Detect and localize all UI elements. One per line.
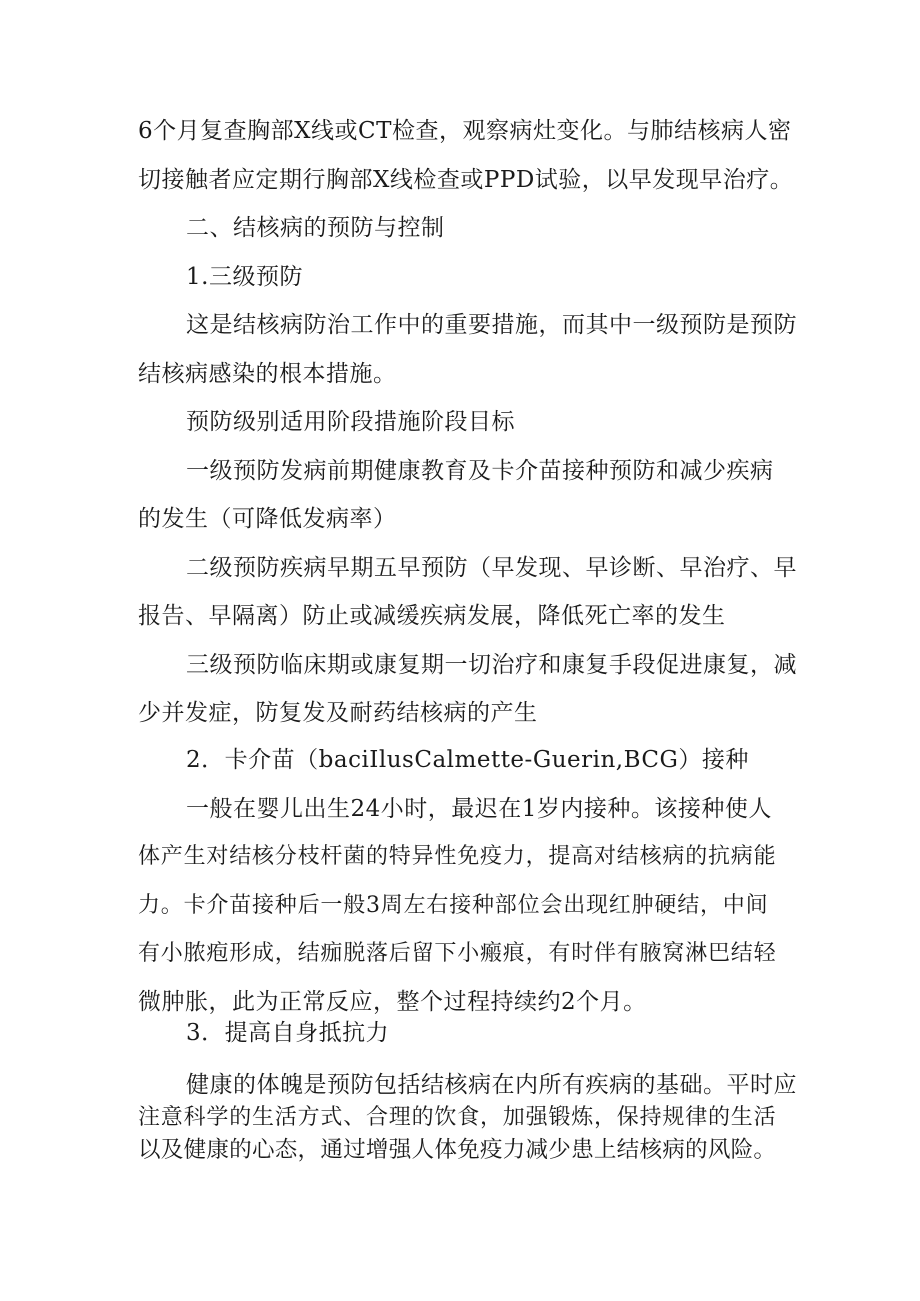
subsection-heading: 3．提高自身抵抗力: [186, 1020, 390, 1046]
body-text-line: 的发生（可降低发病率）: [138, 506, 397, 532]
body-text-line: 少并发症，防复发及耐药结核病的产生: [138, 700, 538, 726]
body-text-line: 以及健康的心态，通过增强人体免疫力减少患上结核病的风险。: [138, 1137, 777, 1163]
body-text-line: 一级预防发病前期健康教育及卡介苗接种预防和减少疾病: [186, 458, 774, 484]
body-text-line: 健康的体魄是预防包括结核病在内所有疾病的基础。平时应: [186, 1072, 797, 1098]
body-text-line: 6个月复查胸部X线或CT检查，观察病灶变化。与肺结核病人密: [138, 118, 792, 144]
body-text-line: 一般在婴儿出生24小时，最迟在1岁内接种。该接种使人: [186, 796, 772, 822]
body-text-line: 体产生对结核分枝杆菌的特异性免疫力，提高对结核病的抗病能: [138, 844, 777, 869]
body-text-line: 微肿胀，此为正常反应，整个过程持续约2个月。: [138, 989, 647, 1015]
body-text-line: 结核病感染的根本措施。: [138, 361, 397, 387]
table-header-line: 预防级别适用阶段措施阶段目标: [186, 409, 515, 435]
subsection-heading: 1.三级预防: [186, 264, 303, 290]
body-text-line: 三级预防临床期或康复期一切治疗和康复手段促进康复，减: [186, 652, 797, 678]
body-text-line: 这是结核病防治工作中的重要措施，而其中一级预防是预防: [186, 312, 797, 338]
body-text-line: 报告、早隔离）防止或减缓疾病发展，降低死亡率的发生: [138, 603, 726, 629]
body-text-line: 力。卡介苗接种后一般3周左右接种部位会出现红肿硬结，中间: [138, 893, 769, 918]
section-heading: 二、结核病的预防与控制: [186, 215, 445, 241]
body-text-line: 切接触者应定期行胸部X线检查或PPD试验，以早发现早治疗。: [138, 167, 794, 193]
body-text-line: 注意科学的生活方式、合理的饮食，加强锻炼，保持规律的生活: [138, 1105, 777, 1130]
body-text-line: 有小脓疱形成，结痂脱落后留下小瘢痕，有时伴有腋窝淋巴结轻: [138, 941, 777, 966]
body-text-line: 二级预防疾病早期五早预防（早发现、早诊断、早治疗、早: [186, 555, 797, 581]
subsection-heading: 2．卡介苗（baciIlusCalmette-Guerin,BCG）接种: [186, 747, 749, 773]
